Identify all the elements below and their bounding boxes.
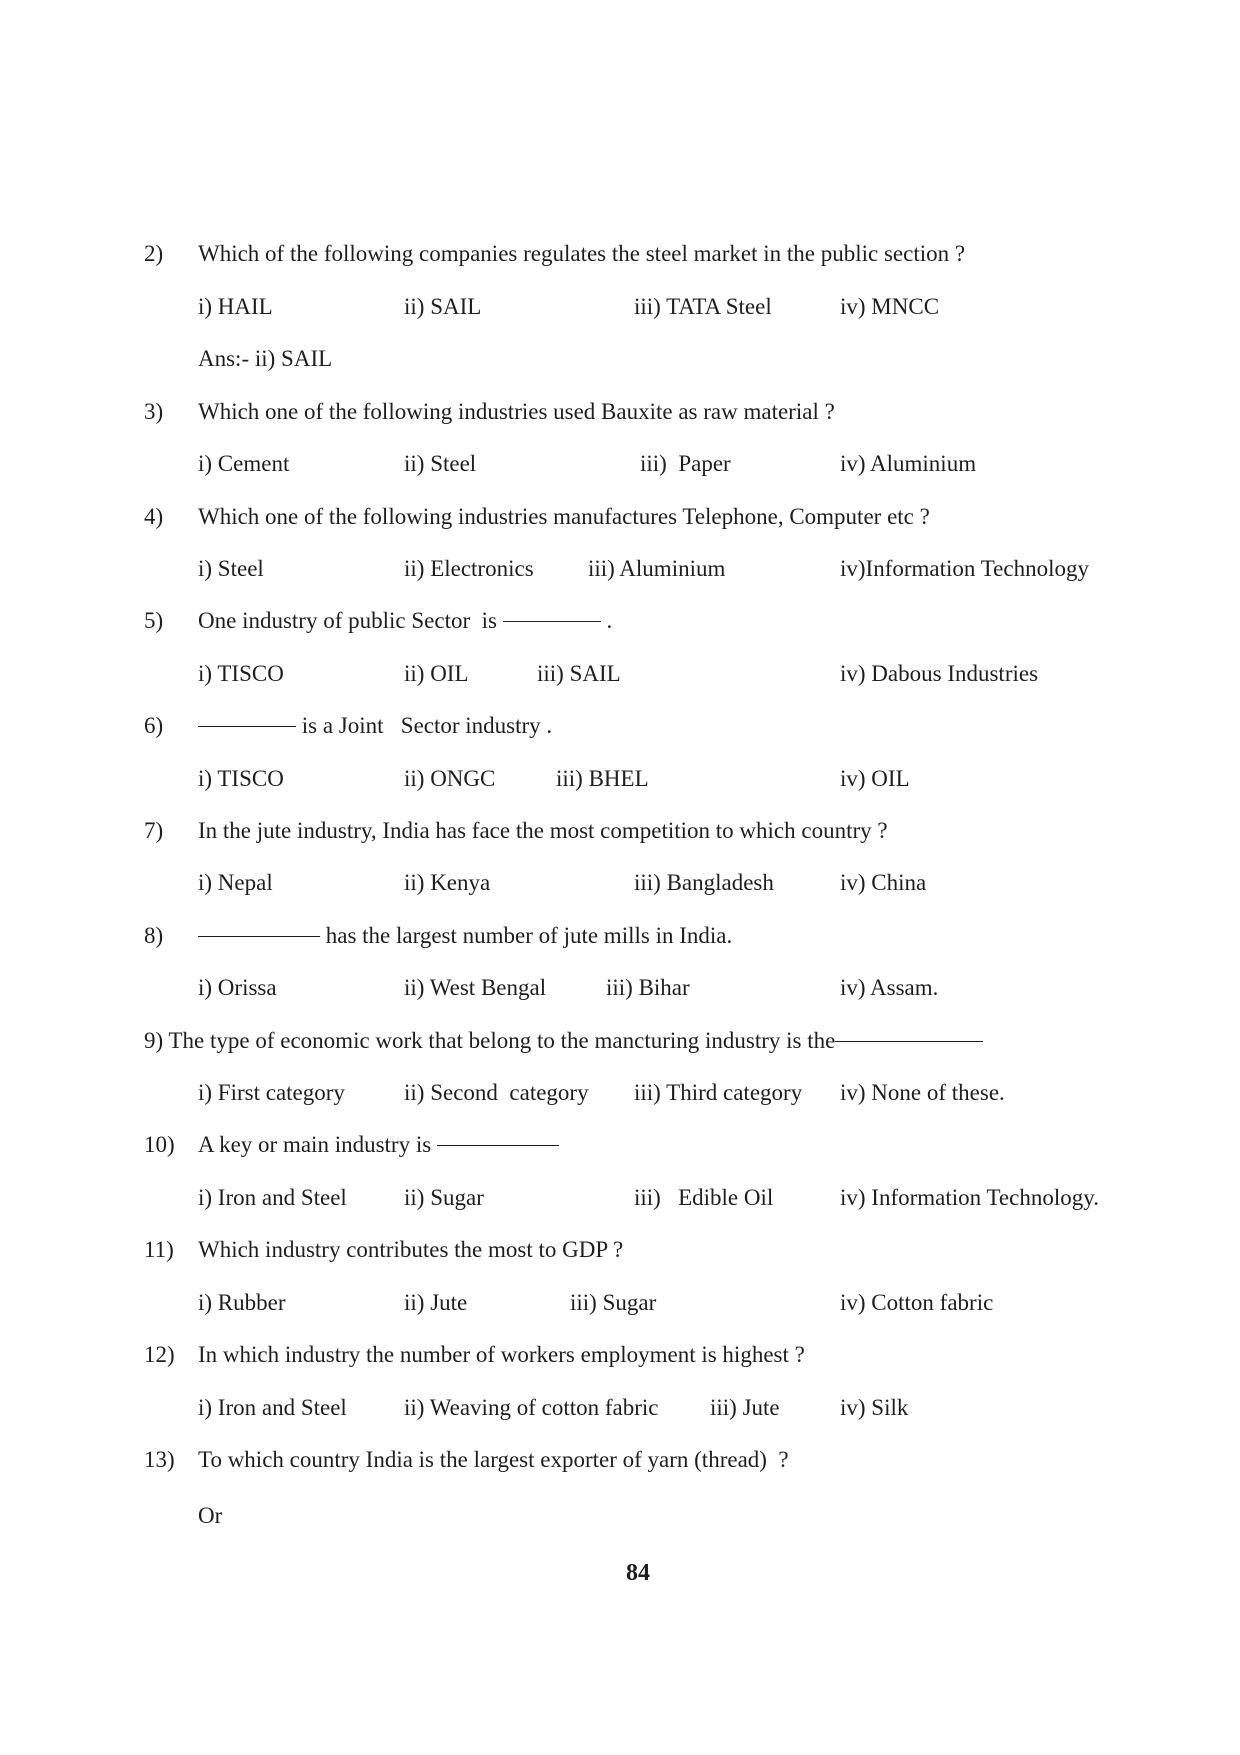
option-2: ii) Steel [404,451,477,476]
option-4: iv) Aluminium [840,451,977,476]
question-4-options [0,554,1240,584]
question-text [198,606,612,636]
option-2: ii) Weaving of cotton fabric [404,1395,659,1420]
option-4: iv)Information Technology [840,556,1089,581]
question-number: 11) [144,1237,174,1262]
option-3: iii) BHEL [556,766,649,791]
option-1: i) TISCO [198,661,284,686]
option-4: iv) China [840,870,927,895]
option-2: ii) Second category [404,1080,589,1105]
option-2: ii) OIL [404,661,469,686]
option-1: i) Orissa [198,975,277,1000]
answer-blank [503,621,601,622]
option-2: ii) Jute [404,1290,468,1315]
question-number: 4) [144,504,164,529]
question-text-after: . [606,608,613,633]
answer-blank [437,1145,559,1146]
option-3: iii) Aluminium [588,556,726,581]
question-7-options [0,868,1240,898]
question-11-options [0,1288,1240,1318]
question-text [198,711,552,741]
option-2: ii) Electronics [404,556,534,581]
question-5-options [0,659,1240,689]
question-text: Which of the following companies regulates the steel market in the public section ? [198,241,966,266]
option-3: iii) SAIL [537,661,621,686]
option-3: iii) Sugar [570,1290,657,1315]
option-4: iv) OIL [840,766,910,791]
page-number: 84 [626,1560,650,1586]
question-text-after: has the largest number of jute mills in India. [325,923,733,948]
question-text [144,1026,983,1056]
option-1: i) Cement [198,451,290,476]
question-text: To which country India is the largest exporter of yarn (thread) ? [198,1447,789,1472]
question-text: Which industry contributes the most to GDP ? [198,1237,624,1262]
option-2: ii) Kenya [404,870,491,895]
question-text: Which one of the following industries used Bauxite as raw material ? [198,399,835,424]
option-4: iv) Cotton fabric [840,1290,994,1315]
question-3-options [0,449,1240,479]
option-1: i) Iron and Steel [198,1185,347,1210]
question-number: 3) [144,399,164,424]
option-4: iv) Dabous Industries [840,661,1039,686]
question-number: 2) [144,241,164,266]
answer-blank [198,726,296,727]
question-2-options [0,292,1240,322]
option-2: ii) Sugar [404,1185,484,1210]
option-4: iv) Silk [840,1395,909,1420]
option-4: iv) Assam. [840,975,939,1000]
question-10-options [0,1183,1240,1213]
question-text-before: 9) The type of economic work that belong to the mancturing industry is the [144,1028,836,1053]
question-text [198,921,732,951]
option-3: iii) Edible Oil [634,1185,774,1210]
question-text-after: is a Joint Sector industry . [301,713,553,738]
question-8-options [0,973,1240,1003]
question-number: 6) [144,713,164,738]
answer-blank [198,936,320,937]
question-text: Which one of the following industries manufactures Telephone, Computer etc ? [198,504,930,529]
option-3: iii) Paper [640,451,731,476]
option-2: ii) West Bengal [404,975,547,1000]
option-1: i) Steel [198,556,264,581]
option-4: iv) Information Technology. [840,1185,1099,1210]
option-1: i) First category [198,1080,345,1105]
question-9-options [0,1078,1240,1108]
question-number: 5) [144,608,164,633]
option-4: iv) None of these. [840,1080,1005,1105]
or-text: Or [198,1503,223,1528]
option-1: i) Nepal [198,870,273,895]
answer-blank [835,1041,983,1042]
question-number: 10) [144,1132,175,1157]
question-text-before: A key or main industry is [198,1132,432,1157]
answer-text: Ans:- ii) SAIL [198,346,333,371]
option-1: i) Rubber [198,1290,286,1315]
option-3: iii) Third category [634,1080,803,1105]
question-number: 8) [144,923,164,948]
question-text-before: One industry of public Sector is [198,608,497,633]
question-6-options [0,764,1240,794]
option-3: iii) TATA Steel [634,294,772,319]
option-1: i) Iron and Steel [198,1395,347,1420]
question-text: In which industry the number of workers employment is highest ? [198,1342,805,1367]
question-number: 13) [144,1447,175,1472]
option-3: iii) Jute [710,1395,780,1420]
question-text [198,1130,559,1160]
option-1: i) TISCO [198,766,284,791]
option-3: iii) Bihar [606,975,690,1000]
option-2: ii) SAIL [404,294,482,319]
question-text: In the jute industry, India has face the most competition to which country ? [198,818,888,843]
question-12-options [0,1393,1240,1423]
option-3: iii) Bangladesh [634,870,774,895]
option-1: i) HAIL [198,294,273,319]
option-2: ii) ONGC [404,766,496,791]
question-number: 12) [144,1342,175,1367]
question-number: 7) [144,818,164,843]
option-4: iv) MNCC [840,294,940,319]
